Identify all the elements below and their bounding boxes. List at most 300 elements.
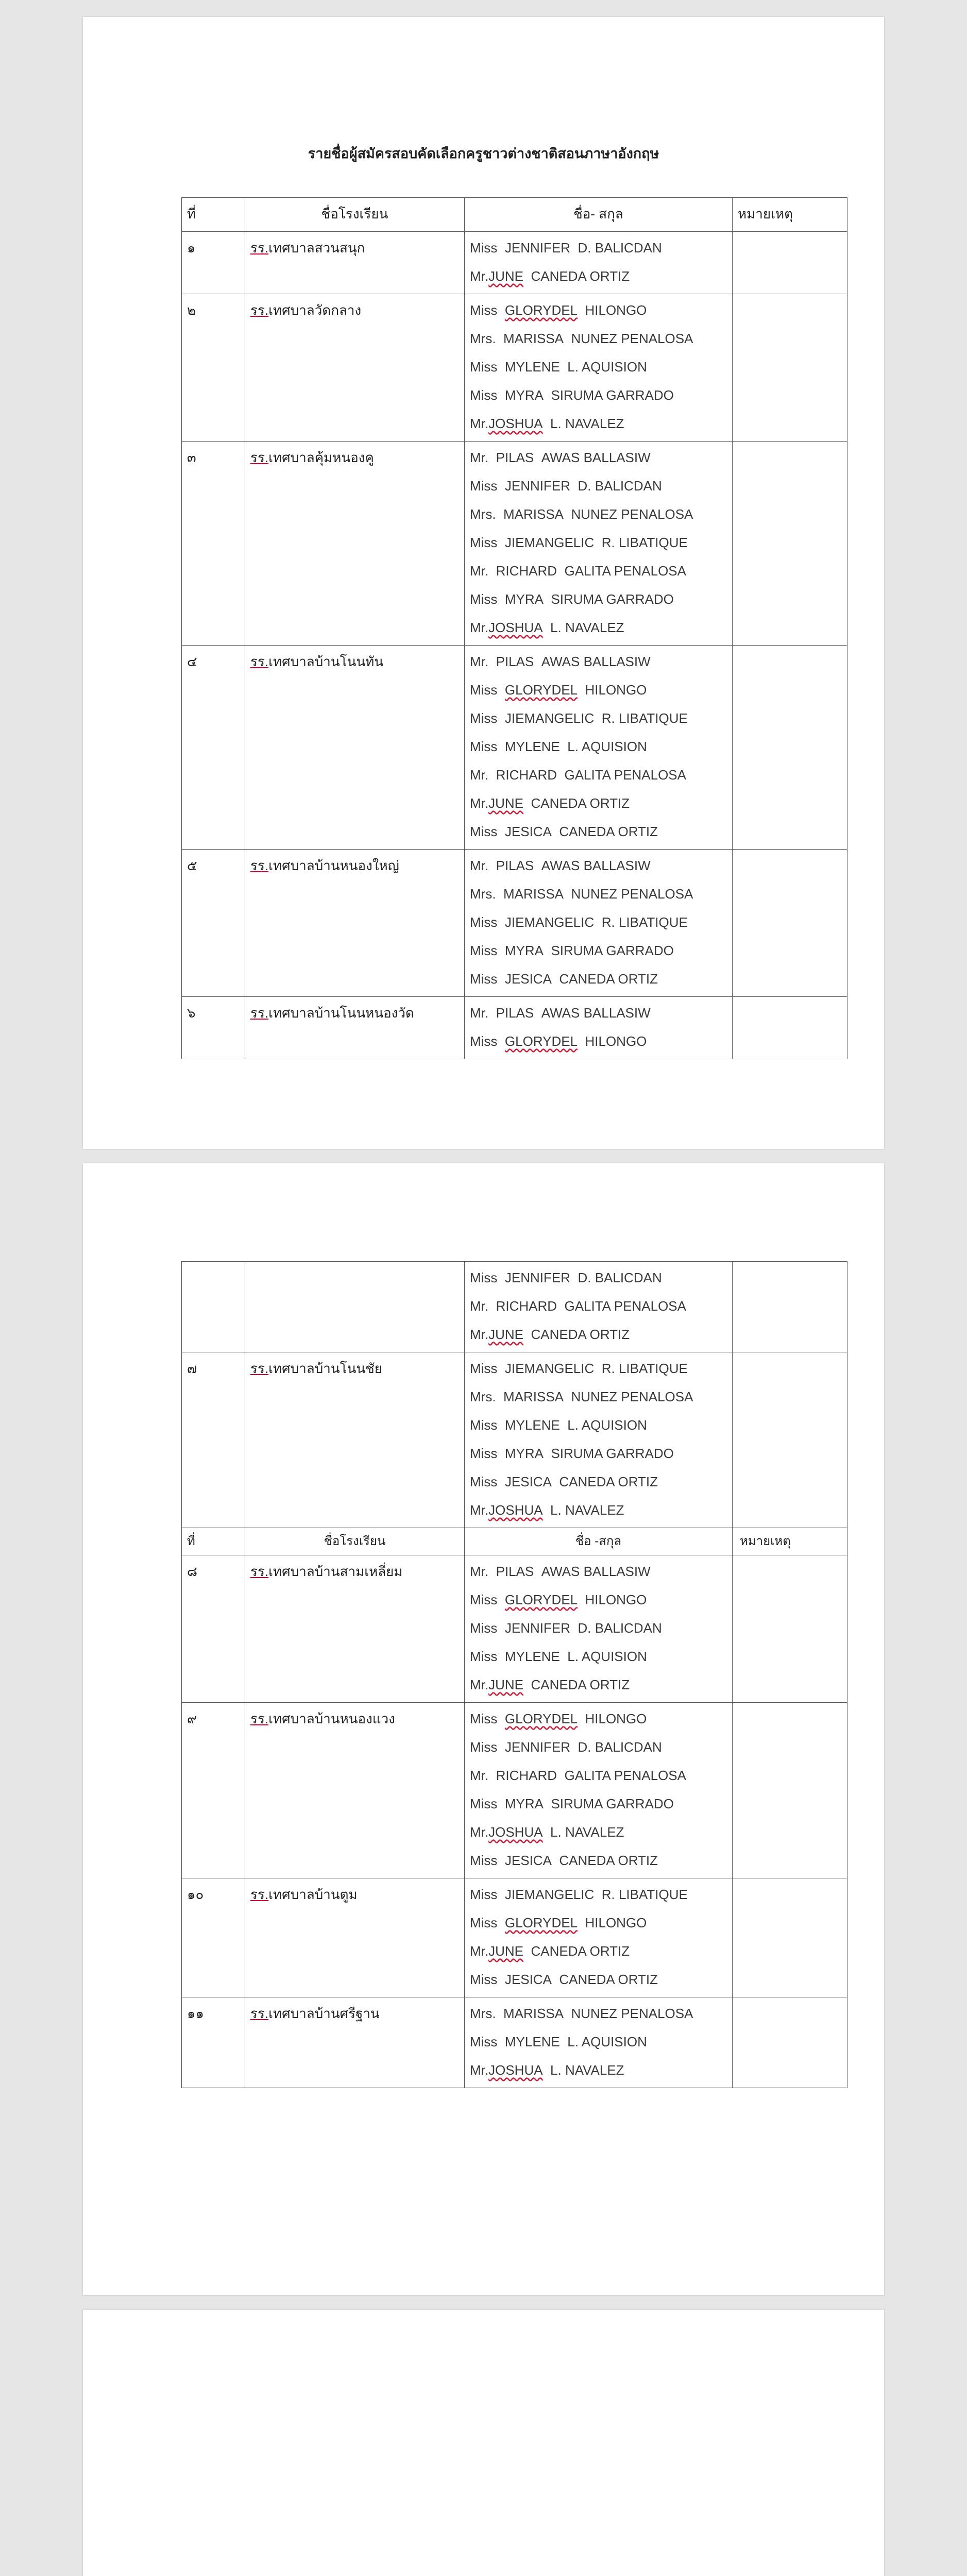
row-number: ๗ [182,1352,245,1528]
candidate-name [470,410,727,438]
row-number: ๕ [182,850,245,997]
school-prefix: รร. [250,1711,269,1726]
first-name: JENNIFER [504,240,571,256]
school-cell [245,997,465,1059]
school-cell [245,1352,465,1528]
name-title: Miss [470,1361,498,1376]
candidate-name [470,1027,727,1056]
name-title: Mr. [470,1824,489,1840]
header-note: หมายเหตุ [733,198,847,232]
last-name: D. BALICDAN [578,1620,662,1636]
last-name: L. AQUISION [567,739,647,754]
candidate-name [470,1937,727,1965]
note-cell [733,294,847,442]
candidate-name [470,444,727,472]
last-name: L. AQUISION [567,1649,647,1664]
candidate-name [470,880,727,908]
row-number: ๑๐ [182,1878,245,1997]
table-row [182,294,847,442]
last-name: R. LIBATIQUE [601,1361,688,1376]
name-title: Miss [470,478,498,494]
last-name: GALITA PENALOSA [564,563,686,579]
school-name: เทศบาลสวนสนุก [268,240,365,256]
first-name: JIEMANGELIC [504,1887,595,1902]
first-name: MYLENE [504,1649,560,1664]
mid-header-name: ชื่อ -สกุล [465,1528,733,1555]
mid-header-note: หมายเหตุ [733,1528,847,1555]
last-name: L. NAVALEZ [550,2062,624,2078]
first-name: JUNE [488,1327,524,1342]
candidate-names-cell [465,646,733,850]
first-name: JESICA [504,971,552,987]
first-name: MYRA [504,943,544,958]
last-name: CANEDA ORTIZ [531,795,630,811]
candidate-name [470,381,727,410]
candidate-name [470,1383,727,1411]
last-name: GALITA PENALOSA [564,1298,686,1314]
first-name: JUNE [488,268,524,284]
candidate-name [470,353,727,381]
last-name: CANEDA ORTIZ [531,1327,630,1342]
first-name: JESICA [504,1474,552,1489]
first-name: PILAS [496,1564,534,1579]
first-name: JESICA [504,1853,552,1868]
name-title: Mr. [470,795,489,811]
first-name: GLORYDEL [504,1915,578,1930]
row-number: ๘ [182,1555,245,1703]
name-title: Miss [470,359,498,375]
school-cell [245,850,465,997]
candidate-name [470,908,727,937]
table-body-continued [182,1262,847,1528]
document-page-2 [83,1163,884,2295]
first-name: MYLENE [504,1417,560,1433]
name-title: Miss [470,387,498,403]
last-name: L. AQUISION [567,359,647,375]
last-name: L. NAVALEZ [550,1502,624,1518]
table-row [182,1352,847,1528]
last-name: NUNEZ PENALOSA [571,2006,693,2021]
last-name: L. AQUISION [567,2034,647,2049]
candidate-names-cell [465,997,733,1059]
mid-header-school: ชื่อโรงเรียน [245,1528,465,1555]
name-title: Miss [470,1711,498,1726]
table-row [182,1703,847,1878]
last-name: CANEDA ORTIZ [531,268,630,284]
first-name: JOSHUA [488,1502,543,1518]
name-title: Miss [470,682,498,698]
last-name: CANEDA ORTIZ [559,1474,658,1489]
last-name: AWAS BALLASIW [541,858,651,873]
last-name: SIRUMA GARRADO [551,1796,674,1811]
name-title: Mr. [470,450,489,465]
name-title: Mrs. [470,331,496,346]
candidate-name [470,614,727,642]
first-name: GLORYDEL [504,1033,578,1049]
candidate-names-cell [465,1555,733,1703]
candidate-name [470,1705,727,1733]
table-header-row [182,198,847,232]
first-name: GLORYDEL [504,682,578,698]
name-title: Mrs. [470,2006,496,2021]
name-title: Mr. [470,2062,489,2078]
school-prefix: รร. [250,450,269,465]
candidate-name [470,557,727,585]
name-title: Mr. [470,1677,489,1692]
school-prefix: รร. [250,302,269,318]
last-name: D. BALICDAN [578,1270,662,1285]
name-title: Mr. [470,1768,489,1783]
candidate-names-cell [465,850,733,997]
last-name: L. NAVALEZ [550,416,624,431]
name-title: Mr. [470,654,489,669]
candidate-name [470,789,727,818]
last-name: SIRUMA GARRADO [551,943,674,958]
candidate-name [470,529,727,557]
candidate-names-cell [465,294,733,442]
last-name: SIRUMA GARRADO [551,387,674,403]
name-title: Miss [470,1649,498,1664]
first-name: JESICA [504,824,552,839]
name-title: Mr. [470,416,489,431]
first-name: GLORYDEL [504,1711,578,1726]
last-name: HILONGO [585,682,647,698]
first-name: PILAS [496,1005,534,1021]
first-name: JESICA [504,1972,552,1987]
school-cell [245,646,465,850]
last-name: NUNEZ PENALOSA [571,886,693,902]
candidate-name [470,852,727,880]
name-title: Mr. [470,1005,489,1021]
candidate-names-cell [465,1878,733,1997]
candidate-name [470,1439,727,1468]
last-name: HILONGO [585,1592,647,1607]
school-name: เทศบาลบ้านโนนทัน [268,654,384,669]
candidate-name [470,1818,727,1846]
name-title: Miss [470,1853,498,1868]
name-title: Miss [470,240,498,256]
school-cell [245,1878,465,1997]
note-cell [733,1262,847,1352]
first-name: JENNIFER [504,1270,571,1285]
mid-header-no: ที่ [182,1528,245,1555]
candidate-name [470,1790,727,1818]
first-name: JOSHUA [488,1824,543,1840]
candidate-name [470,585,727,614]
candidate-name [470,1733,727,1761]
last-name: HILONGO [585,1711,647,1726]
last-name: CANEDA ORTIZ [559,971,658,987]
name-title: Mr. [470,858,489,873]
table-row [182,1262,847,1352]
candidate-name [470,1642,727,1671]
name-title: Miss [470,1915,498,1930]
name-title: Miss [470,914,498,930]
name-title: Mr. [470,268,489,284]
candidate-name [470,1909,727,1937]
candidate-name [470,1880,727,1909]
first-name: JUNE [488,795,524,811]
school-name: เทศบาลบ้านโนนชัย [268,1361,382,1376]
name-title: Miss [470,1417,498,1433]
last-name: AWAS BALLASIW [541,654,651,669]
candidate-name [470,1671,727,1699]
school-name: เทศบาลวัดกลาง [268,302,362,318]
last-name: CANEDA ORTIZ [531,1677,630,1692]
candidate-name [470,1264,727,1292]
candidate-name [470,2056,727,2084]
school-prefix: รร. [250,654,269,669]
last-name: L. NAVALEZ [550,1824,624,1840]
name-title: Miss [470,1972,498,1987]
table-row [182,997,847,1059]
name-title: Mr. [470,1502,489,1518]
last-name: D. BALICDAN [578,240,662,256]
table-row [182,850,847,997]
candidate-names-cell [465,232,733,294]
school-prefix: รร. [250,1005,269,1021]
candidate-name [470,1496,727,1524]
first-name: JUNE [488,1677,524,1692]
name-title: Miss [470,535,498,550]
last-name: HILONGO [585,1033,647,1049]
school-name: เทศบาลบ้านหนองใหญ่ [268,858,399,873]
last-name: HILONGO [585,302,647,318]
last-name: D. BALICDAN [578,1739,662,1755]
first-name: GLORYDEL [504,1592,578,1607]
row-number: ๔ [182,646,245,850]
document-title: รายชื่อผู้สมัครสอบคัดเลือกครูชาวต่างชาติสอนภาษาอังกฤษ [308,146,659,161]
first-name: MARISSA [503,331,564,346]
last-name: NUNEZ PENALOSA [571,331,693,346]
school-prefix: รร. [250,1564,269,1579]
row-number: ๑ [182,232,245,294]
name-title: Miss [470,591,498,607]
last-name: AWAS BALLASIW [541,450,651,465]
school-cell [245,1262,465,1352]
first-name: MYLENE [504,359,560,375]
table-body-after-header [182,1555,847,2088]
name-title: Mr. [470,1327,489,1342]
first-name: RICHARD [496,563,557,579]
candidate-name [470,1999,727,2028]
school-cell [245,294,465,442]
note-cell [733,442,847,646]
candidate-name [470,818,727,846]
first-name: RICHARD [496,1768,557,1783]
candidate-name [470,1411,727,1439]
candidate-name [470,733,727,761]
last-name: NUNEZ PENALOSA [571,506,693,522]
name-title: Mr. [470,767,489,783]
table-body [182,232,847,1059]
first-name: MARISSA [503,886,564,902]
note-cell [733,232,847,294]
candidate-name [470,1320,727,1349]
school-cell [245,1997,465,2088]
first-name: MARISSA [503,2006,564,2021]
name-title: Miss [470,1033,498,1049]
school-name: เทศบาลบ้านโนนหนองวัด [268,1005,414,1021]
name-title: Miss [470,1446,498,1461]
school-name: เทศบาลบ้านศรีฐาน [268,2006,380,2021]
school-cell [245,1555,465,1703]
note-cell [733,1703,847,1878]
row-number: ๒ [182,294,245,442]
name-title: Miss [470,2034,498,2049]
name-title: Miss [470,739,498,754]
last-name: AWAS BALLASIW [541,1005,651,1021]
first-name: MARISSA [503,506,564,522]
candidate-name [470,296,727,325]
table-row [182,1555,847,1703]
table-row [182,1997,847,2088]
last-name: SIRUMA GARRADO [551,591,674,607]
mid-header-group [182,1528,847,1555]
name-title: Mr. [470,1943,489,1959]
name-title: Mr. [470,563,489,579]
school-name: เทศบาลบ้านหนองแวง [268,1711,395,1726]
table-row [182,646,847,850]
name-title: Miss [470,1592,498,1607]
note-cell [733,646,847,850]
row-number: ๓ [182,442,245,646]
table-row [182,1878,847,1997]
last-name: L. AQUISION [567,1417,647,1433]
last-name: HILONGO [585,1915,647,1930]
note-cell [733,1555,847,1703]
first-name: JOSHUA [488,416,543,431]
candidate-names-cell [465,1997,733,2088]
last-name: CANEDA ORTIZ [559,1853,658,1868]
candidate-name [470,1761,727,1790]
school-name: เทศบาลบ้านตูม [268,1887,358,1902]
candidate-name [470,937,727,965]
school-cell [245,1703,465,1878]
candidate-name [470,1292,727,1320]
school-name: เทศบาลคุ้มหนองคู [268,450,374,465]
candidate-name [470,999,727,1027]
school-prefix: รร. [250,2006,269,2021]
school-prefix: รร. [250,1361,269,1376]
row-number [182,1262,245,1352]
row-number: ๙ [182,1703,245,1878]
first-name: JIEMANGELIC [504,535,595,550]
school-name: เทศบาลบ้านสามเหลี่ยม [268,1564,403,1579]
school-cell [245,232,465,294]
last-name: AWAS BALLASIW [541,1564,651,1579]
first-name: JENNIFER [504,1620,571,1636]
table-row [182,442,847,646]
name-title: Miss [470,1474,498,1489]
first-name: MYRA [504,1446,544,1461]
first-name: MYRA [504,591,544,607]
last-name: GALITA PENALOSA [564,767,686,783]
school-prefix: รร. [250,1887,269,1902]
name-title: Miss [470,1796,498,1811]
school-prefix: รร. [250,858,269,873]
name-title: Miss [470,1620,498,1636]
candidate-name [470,234,727,262]
last-name: R. LIBATIQUE [601,710,688,726]
last-name: GALITA PENALOSA [564,1768,686,1783]
last-name: R. LIBATIQUE [601,1887,688,1902]
last-name: CANEDA ORTIZ [559,1972,658,1987]
candidate-name [470,500,727,529]
candidate-name [470,1354,727,1383]
school-prefix: รร. [250,240,269,256]
candidate-table-continued [181,1261,847,2088]
table-row [182,232,847,294]
candidate-name [470,262,727,291]
last-name: L. NAVALEZ [550,620,624,635]
note-cell [733,1997,847,2088]
candidate-name [470,1965,727,1994]
candidate-name [470,1586,727,1614]
candidate-names-cell [465,442,733,646]
last-name: D. BALICDAN [578,478,662,494]
first-name: JIEMANGELIC [504,710,595,726]
name-title: Mr. [470,620,489,635]
note-cell [733,997,847,1059]
row-number: ๑๑ [182,1997,245,2088]
first-name: PILAS [496,450,534,465]
name-title: Mrs. [470,1389,496,1404]
name-title: Mr. [470,1298,489,1314]
document-page-1 [83,17,884,1149]
candidate-name [470,648,727,676]
first-name: RICHARD [496,1298,557,1314]
first-name: JOSHUA [488,2062,543,2078]
first-name: PILAS [496,654,534,669]
note-cell [733,1352,847,1528]
first-name: MYLENE [504,739,560,754]
first-name: JOSHUA [488,620,543,635]
row-number: ๖ [182,997,245,1059]
first-name: MYRA [504,387,544,403]
last-name: CANEDA ORTIZ [531,1943,630,1959]
header-name: ชื่อ- สกุล [465,198,733,232]
first-name: RICHARD [496,767,557,783]
school-cell [245,442,465,646]
name-title: Mr. [470,1564,489,1579]
candidate-name [470,704,727,733]
candidate-names-cell [465,1262,733,1352]
first-name: MYRA [504,1796,544,1811]
first-name: JENNIFER [504,1739,571,1755]
document-page-3-blank [83,2310,884,2576]
candidate-names-cell [465,1352,733,1528]
candidate-name [470,676,727,704]
candidate-names-cell [465,1703,733,1878]
last-name: NUNEZ PENALOSA [571,1389,693,1404]
name-title: Miss [470,710,498,726]
candidate-name [470,1846,727,1875]
candidate-name [470,1557,727,1586]
first-name: JENNIFER [504,478,571,494]
name-title: Mrs. [470,506,496,522]
note-cell [733,850,847,997]
last-name: R. LIBATIQUE [601,535,688,550]
name-title: Miss [470,943,498,958]
candidate-name [470,1614,727,1642]
first-name: JIEMANGELIC [504,1361,595,1376]
name-title: Miss [470,302,498,318]
header-no: ที่ [182,198,245,232]
candidate-name [470,2028,727,2056]
candidate-name [470,965,727,993]
candidate-name [470,325,727,353]
